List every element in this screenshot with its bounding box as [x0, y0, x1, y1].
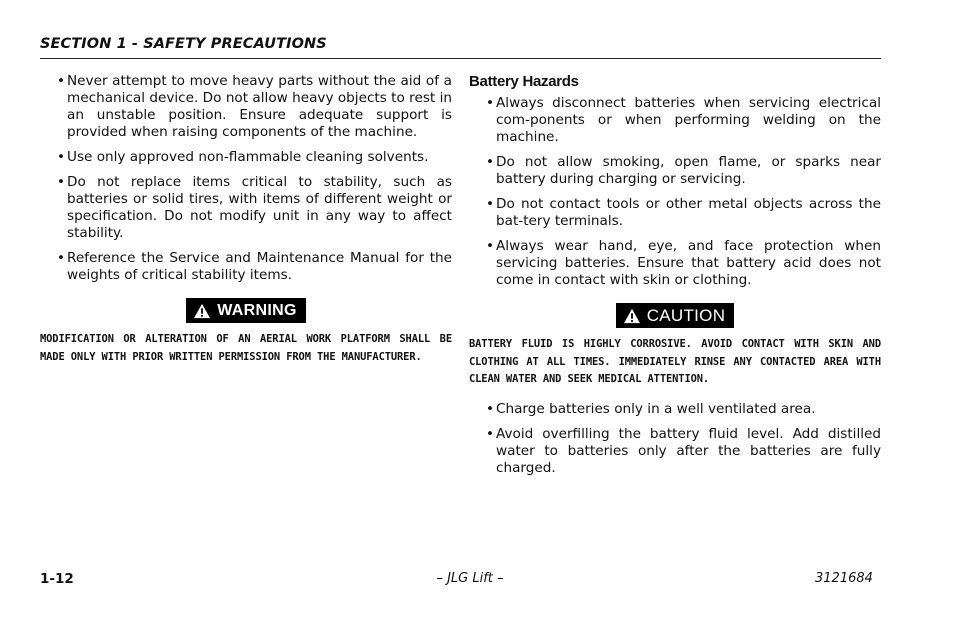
left-column [40, 73, 452, 378]
list-item: • Use only approved non-flammable cleaning solvents. [40, 149, 452, 166]
battery-hazards-heading: Battery Hazards [469, 73, 579, 90]
list-item: • Always wear hand, eye, and face protection when servicing batteries. Ensure that battery acid does not come in contact with skin or clothing. [469, 238, 881, 289]
caution-text: BATTERY FLUID IS HIGHLY CORROSIVE. AVOID CONTACT WITH SKIN AND CLOTHING AT ALL TIMES. IMMEDIATELY RINSE ANY CONTACTED AREA WITH CLEAN WATER AND SEEK MEDICAL ATTENTION. [469, 338, 881, 385]
left-bullet-list [40, 73, 452, 284]
caution-callout [469, 303, 881, 328]
warning-triangle-icon [623, 308, 641, 324]
list-item: • Charge batteries only in a well ventilated area. [469, 401, 881, 418]
battery-bullet-list-after [469, 401, 881, 477]
document-number: 3121684 [815, 571, 873, 586]
list-item: • Do not replace items critical to stability, such as batteries or solid tires, with items of different weight or specification. Do not modify unit in any way to affect stability. [40, 174, 452, 242]
list-item: • Never attempt to move heavy parts without the aid of a mechanical device. Do not allow heavy objects to rest in an unstable position. Ensure adequate support is provided when raising components of the machine. [40, 73, 452, 141]
warning-label: WARNING [217, 301, 297, 319]
section-title: SECTION 1 - SAFETY PRECAUTIONS [40, 36, 327, 52]
list-item: • Avoid overfilling the battery fluid level. Add distilled water to batteries only after the batteries are fully charged. [469, 426, 881, 477]
battery-bullet-list [469, 95, 881, 289]
warning-text: MODIFICATION OR ALTERATION OF AN AERIAL WORK PLATFORM SHALL BE MADE ONLY WITH PRIOR WRITTEN PERMISSION FROM THE MANUFACTURER. [40, 333, 452, 363]
right-column [469, 73, 881, 485]
footer-brand: – JLG Lift – [436, 571, 504, 586]
list-item: • Do not allow smoking, open flame, or sparks near battery during charging or servicing. [469, 154, 881, 188]
list-item: • Do not contact tools or other metal objects across the bat-tery terminals. [469, 196, 881, 230]
warning-callout [40, 298, 452, 323]
list-item: • Always disconnect batteries when servicing electrical com-ponents or when performing welding on the machine. [469, 95, 881, 146]
list-item: • Reference the Service and Maintenance Manual for the weights of critical stability items. [40, 250, 452, 284]
caution-badge [616, 303, 735, 328]
warning-triangle-icon [193, 303, 211, 319]
header-rule [40, 58, 881, 59]
warning-badge [186, 298, 305, 323]
page-number: 1-12 [40, 571, 74, 587]
caution-label: CAUTION [646, 305, 726, 325]
